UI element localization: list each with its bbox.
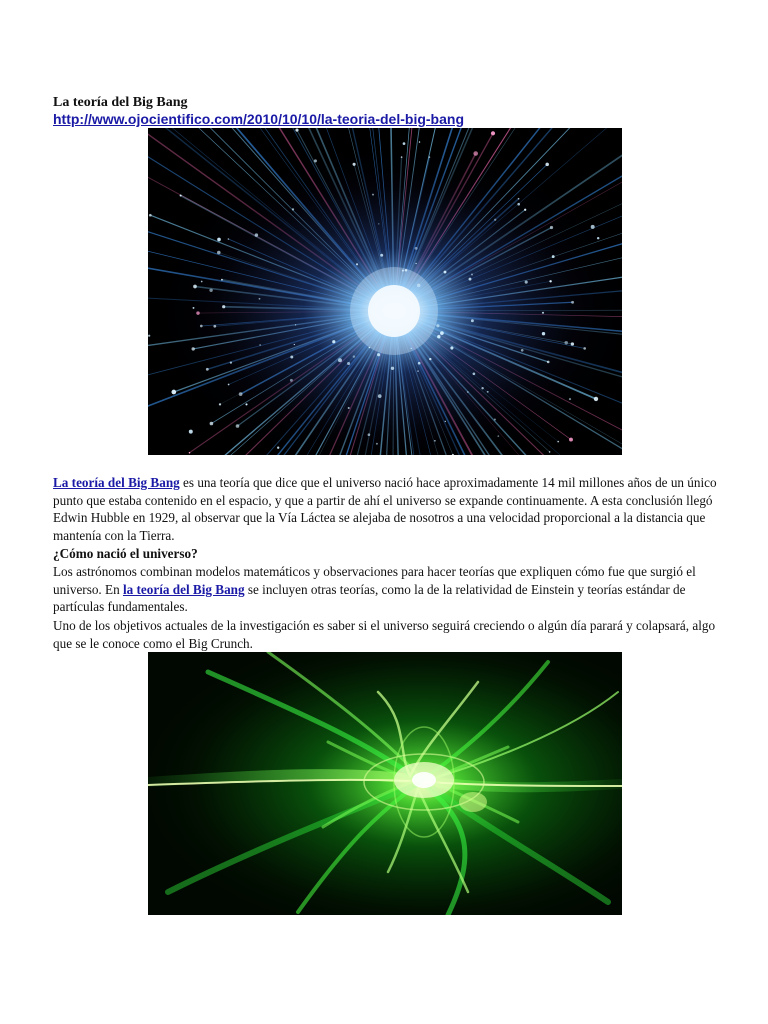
light-particle bbox=[239, 392, 243, 396]
light-particle bbox=[149, 214, 152, 217]
light-particle bbox=[196, 311, 199, 314]
light-particle bbox=[378, 394, 382, 398]
light-particle bbox=[436, 324, 439, 327]
light-particle bbox=[549, 451, 551, 453]
light-particle bbox=[517, 203, 520, 206]
big-bang-explosion-image bbox=[148, 128, 622, 455]
light-particle bbox=[290, 356, 293, 359]
light-particle bbox=[418, 362, 421, 365]
light-particle bbox=[471, 319, 474, 322]
light-particle bbox=[445, 421, 446, 422]
light-particle bbox=[521, 349, 524, 352]
light-particle bbox=[583, 347, 586, 350]
light-particle bbox=[200, 325, 203, 328]
intro-paragraph bbox=[53, 474, 723, 544]
light-particle bbox=[471, 274, 473, 276]
light-particle bbox=[290, 379, 293, 382]
light-particle bbox=[201, 281, 203, 283]
models-paragraph-text-before: Los astrónomos combinan modelos matemáticos y observaciones para hacer teorías que expliquen cómo fue que surgió el universo. En bbox=[53, 564, 696, 597]
light-particle bbox=[564, 341, 567, 344]
light-particle bbox=[259, 344, 260, 345]
light-particle bbox=[236, 424, 240, 428]
light-particle bbox=[557, 441, 559, 443]
light-particle bbox=[376, 443, 378, 445]
green-nebula-image bbox=[148, 652, 622, 915]
light-particle bbox=[228, 238, 230, 240]
intro-paragraph-text: es una teoría que dice que el universo nació hace aproximadamente 14 mil millones años de un único punto que estaba contenido en el espacio, y que a partir de ahí el universo se expande continuamente. A esta conclusión llegó Edwin Hubble en 1929, al observar que la Vía Láctea se alejaba de nosotros a una velocidad proporcional a la distancia que mantenía con la Tierra. bbox=[53, 475, 717, 543]
light-particle bbox=[219, 403, 221, 405]
light-particle bbox=[417, 370, 419, 372]
big-bang-link-1[interactable]: La teoría del Big Bang bbox=[53, 475, 180, 490]
light-particle bbox=[378, 223, 379, 224]
light-particle bbox=[353, 163, 356, 166]
light-particle bbox=[444, 271, 447, 274]
light-particle bbox=[545, 163, 549, 167]
light-particle bbox=[377, 353, 380, 356]
light-burst-image bbox=[148, 128, 622, 455]
light-particle bbox=[347, 362, 350, 365]
source-url-link[interactable]: http://www.ojocientifico.com/2010/10/10/la-teoria-del-big-bang bbox=[53, 111, 464, 127]
light-particle bbox=[450, 346, 453, 349]
light-particle bbox=[213, 325, 216, 328]
light-particle bbox=[419, 141, 421, 143]
light-particle bbox=[469, 278, 472, 281]
light-particle bbox=[192, 347, 195, 350]
light-particle bbox=[491, 131, 495, 135]
light-particle bbox=[525, 281, 528, 284]
light-particle bbox=[473, 372, 476, 375]
light-particle bbox=[380, 254, 383, 257]
light-particle bbox=[440, 331, 444, 335]
light-particle bbox=[209, 289, 212, 292]
light-particle bbox=[391, 367, 394, 370]
light-particle bbox=[552, 255, 555, 258]
light-particle bbox=[571, 342, 574, 345]
light-particle bbox=[353, 355, 355, 357]
green-nebula-figure bbox=[148, 652, 622, 915]
models-paragraph-text-after: se incluyen otras teorías, como la de la relatividad de Einstein y teorías estándar de partículas fundamentales. bbox=[53, 581, 686, 615]
light-particle bbox=[518, 198, 520, 200]
light-particle bbox=[549, 280, 551, 282]
light-particle bbox=[415, 263, 416, 264]
light-particle bbox=[467, 391, 469, 393]
light-particle bbox=[189, 452, 191, 454]
light-particle bbox=[594, 397, 598, 401]
light-particle bbox=[193, 307, 195, 309]
light-particle bbox=[494, 219, 496, 221]
light-particle bbox=[338, 358, 342, 362]
light-particle bbox=[180, 194, 182, 196]
light-particle bbox=[415, 247, 418, 250]
light-particle bbox=[189, 430, 193, 434]
big-crunch-paragraph: Uno de los objetivos actuales de la investigación es saber si el universo seguirá creciendo o algún día parará y colapsará, algo que se le conoce como el Big Crunch. bbox=[53, 618, 716, 651]
light-particle bbox=[547, 361, 550, 364]
light-particle bbox=[348, 407, 350, 409]
light-particle bbox=[524, 209, 526, 211]
light-particle bbox=[372, 194, 374, 196]
light-particle bbox=[494, 419, 496, 421]
light-particle bbox=[295, 324, 296, 325]
light-particle bbox=[148, 335, 150, 337]
light-particle bbox=[437, 335, 440, 338]
light-particle bbox=[403, 142, 406, 145]
light-particle bbox=[434, 440, 436, 442]
light-particle bbox=[193, 285, 197, 289]
light-particle bbox=[171, 390, 176, 395]
light-particle bbox=[206, 368, 209, 371]
models-paragraph bbox=[53, 563, 723, 616]
document-title: La teoría del Big Bang bbox=[53, 95, 188, 110]
light-particle bbox=[255, 233, 258, 236]
light-particle bbox=[542, 312, 544, 314]
light-particle bbox=[314, 159, 317, 162]
light-particle bbox=[294, 344, 295, 345]
question-heading: ¿Cómo nació el universo? bbox=[53, 546, 198, 561]
light-particle bbox=[230, 361, 232, 363]
light-particle bbox=[217, 251, 221, 255]
light-particle bbox=[401, 156, 403, 158]
light-particle bbox=[368, 433, 371, 436]
light-particle bbox=[245, 403, 247, 405]
light-particle bbox=[295, 129, 298, 132]
light-particle bbox=[277, 447, 279, 449]
light-particle bbox=[497, 435, 499, 437]
light-particle bbox=[210, 422, 214, 426]
light-particle bbox=[429, 156, 431, 158]
light-particle bbox=[292, 208, 294, 210]
light-particle bbox=[597, 237, 599, 239]
light-particle bbox=[569, 438, 573, 442]
light-particle bbox=[429, 358, 431, 360]
light-particle bbox=[259, 298, 261, 300]
light-particle bbox=[222, 305, 225, 308]
light-particle bbox=[356, 263, 358, 265]
light-particle bbox=[591, 225, 595, 229]
light-particle bbox=[542, 332, 545, 335]
light-particle bbox=[569, 398, 571, 400]
big-bang-link-2[interactable]: la teoría del Big Bang bbox=[122, 581, 245, 597]
light-particle bbox=[217, 238, 221, 242]
light-particle bbox=[221, 279, 223, 281]
light-particle bbox=[228, 384, 230, 386]
light-particle bbox=[550, 226, 553, 229]
light-particle bbox=[487, 391, 489, 393]
light-particle bbox=[473, 151, 478, 156]
light-particle bbox=[571, 301, 574, 304]
light-particle bbox=[481, 387, 483, 389]
light-particle bbox=[332, 340, 335, 343]
